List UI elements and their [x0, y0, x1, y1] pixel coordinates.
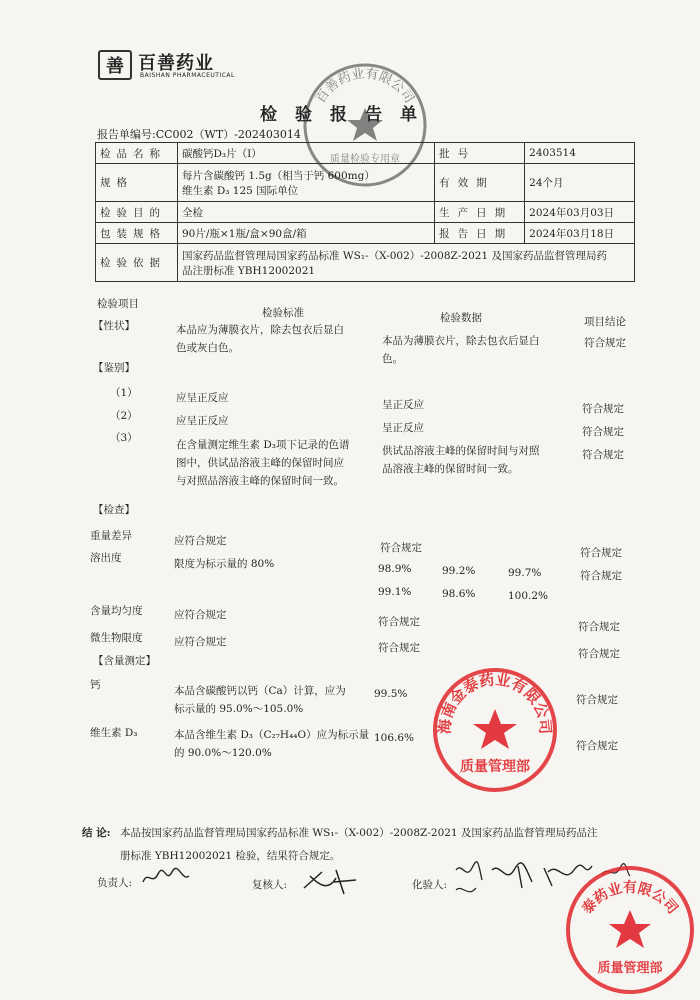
character-standard-line2: 色或灰白色。 — [176, 342, 239, 354]
section-identification: 【鉴别】 — [93, 362, 135, 374]
svg-text:质量管理部: 质量管理部 — [460, 759, 530, 775]
content-uniformity-conclusion: 符合规定 — [578, 621, 620, 633]
identification-standard-1: 应呈正反应 — [176, 392, 229, 404]
purpose-value: 全检 — [178, 202, 435, 223]
dissolution-value: 98.9% — [378, 563, 412, 575]
dissolution-value: 99.7% — [508, 567, 542, 579]
product-info-table — [95, 142, 635, 282]
weight-variation-standard: 应符合规定 — [174, 535, 227, 547]
basis-label: 检验依据 — [96, 244, 178, 282]
content-uniformity-standard: 应符合规定 — [174, 609, 227, 621]
spec-value: 每片含碳酸钙 1.5g（相当于钙 600mg） 维生素 D₃ 125 国际单位 — [178, 164, 435, 202]
company-name-cn: 百善药业 — [138, 53, 214, 74]
microbial-limit-label: 微生物限度 — [90, 632, 143, 644]
calcium-standard-line2: 标示量的 95.0%～105.0% — [174, 703, 304, 715]
weight-variation-conclusion: 符合规定 — [580, 547, 622, 559]
calcium-label: 钙 — [90, 679, 101, 691]
section-inspection: 【检查】 — [93, 504, 135, 516]
dissolution-value: 99.1% — [378, 586, 412, 598]
report-date-label: 报告日期 — [435, 223, 525, 244]
section-character: 【性状】 — [93, 320, 135, 332]
company-logo-mark: 善 — [98, 50, 132, 80]
svg-text:海南金泰药业有限公司: 海南金泰药业有限公司 — [435, 670, 555, 735]
report-number: 报告单编号:CC002（WT）-202403014 — [97, 128, 301, 141]
vitamin-d3-standard-line2: 的 90.0%～120.0% — [174, 747, 272, 759]
identification-standard-2: 应呈正反应 — [176, 415, 229, 427]
dissolution-standard: 限度为标示量的 80% — [174, 558, 275, 570]
weight-variation-data: 符合规定 — [380, 542, 422, 554]
spec-label: 规格 — [96, 164, 178, 202]
svg-text:百善药业有限公司: 百善药业有限公司 — [313, 66, 417, 107]
conclusion-label: 结 论: — [82, 827, 111, 839]
content-uniformity-data: 符合规定 — [378, 616, 420, 628]
report-date-value: 2024年03月18日 — [525, 223, 635, 244]
page-title: 检验报告单 — [260, 105, 435, 125]
quality-management-seal-red — [430, 665, 560, 795]
product-name-value: 碳酸钙D₃片（I） — [178, 143, 435, 164]
microbial-limit-data: 符合规定 — [378, 642, 420, 654]
content-uniformity-label: 含量均匀度 — [90, 605, 143, 617]
character-data-line1: 本品为薄膜衣片，除去包衣后显白 — [382, 335, 540, 347]
batch-label: 批号 — [435, 143, 525, 164]
identification-data-3-line1: 供试品溶液主峰的保留时间与对照 — [382, 445, 540, 457]
character-conclusion: 符合规定 — [584, 337, 626, 349]
purpose-label: 检验目的 — [96, 202, 178, 223]
identification-standard-3-line2: 图中，供试品溶液主峰的保留时间应 — [176, 457, 344, 469]
reviewer-label: 复核人: — [252, 879, 288, 891]
identification-conclusion-3: 符合规定 — [582, 449, 624, 461]
identification-num-3: （3） — [110, 432, 138, 444]
identification-conclusion-2: 符合规定 — [582, 426, 624, 438]
dissolution-value: 100.2% — [508, 590, 549, 602]
weight-variation-label: 重量差异 — [90, 530, 132, 542]
packaging-value: 90片/瓶×1瓶/盒×90盒/箱 — [178, 223, 435, 244]
identification-conclusion-1: 符合规定 — [582, 403, 624, 415]
column-header-item: 检验项目 — [97, 298, 139, 310]
reviewer-signature — [300, 866, 360, 898]
basis-value: 国家药品监督管理局国家药品标准 WS₁-（X-002）-2008Z-2021 及国家药品监督管理局药 品注册标准 YBH12002021 — [178, 244, 635, 282]
production-date-value: 2024年03月03日 — [525, 202, 635, 223]
svg-text:泰药业有限公司: 泰药业有限公司 — [579, 880, 681, 918]
svg-text:质量检验专用章: 质量检验专用章 — [330, 154, 400, 165]
identification-standard-3-line3: 与对照品溶液主峰的保留时间一致。 — [176, 475, 344, 487]
character-standard-line1: 本品应为薄膜衣片，除去包衣后显白 — [176, 324, 344, 336]
validity-value: 24个月 — [525, 164, 635, 202]
svg-text:质量管理部: 质量管理部 — [597, 961, 663, 976]
vitamin-d3-data: 106.6% — [374, 732, 415, 744]
dissolution-label: 溶出度 — [90, 552, 122, 564]
identification-num-1: （1） — [110, 387, 138, 399]
calcium-data: 99.5% — [374, 688, 408, 700]
dissolution-value: 98.6% — [442, 588, 476, 600]
microbial-limit-standard: 应符合规定 — [174, 636, 227, 648]
conclusion-text-line1: 本品按国家药品监督管理局国家药品标准 WS₁-（X-002）-2008Z-2021 及国家药品监督管理局药品注 — [120, 827, 598, 839]
responsible-person-label: 负责人: — [97, 877, 133, 889]
character-data-line2: 色。 — [382, 353, 403, 365]
identification-num-2: （2） — [110, 410, 138, 422]
packaging-label: 包装规格 — [96, 223, 178, 244]
responsible-person-signature — [140, 866, 192, 888]
vitamin-d3-conclusion: 符合规定 — [576, 740, 618, 752]
product-name-label: 检品名称 — [96, 143, 178, 164]
production-date-label: 生产日期 — [435, 202, 525, 223]
inspector-label: 化验人: — [412, 879, 448, 891]
company-name-en: BAISHAN PHARMACEUTICAL — [140, 72, 235, 79]
column-header-data: 检验数据 — [440, 312, 482, 324]
vitamin-d3-label: 维生素 D₃ — [90, 727, 138, 739]
dissolution-conclusion: 符合规定 — [580, 570, 622, 582]
calcium-standard-line1: 本品含碳酸钙以钙（Ca）计算，应为 — [174, 685, 346, 697]
calcium-conclusion: 符合规定 — [576, 694, 618, 706]
section-assay: 【含量测定】 — [93, 655, 156, 667]
validity-label: 有效期 — [435, 164, 525, 202]
corner-quality-seal-red — [560, 860, 700, 1000]
column-header-standard: 检验标准 — [262, 307, 304, 319]
dissolution-value: 99.2% — [442, 565, 476, 577]
batch-value: 2403514 — [525, 143, 635, 164]
column-header-conclusion: 项目结论 — [584, 316, 626, 328]
identification-data-3-line2: 品溶液主峰的保留时间一致。 — [382, 463, 519, 475]
identification-standard-3-line1: 在含量测定维生素 D₃项下记录的色谱 — [176, 439, 350, 451]
vitamin-d3-standard-line1: 本品含维生素 D₃（C₂₇H₄₄O）应为标示量 — [174, 729, 370, 741]
identification-data-2: 呈正反应 — [382, 422, 424, 434]
conclusion-text-line2: 册标准 YBH12002021 检验，结果符合规定。 — [120, 850, 341, 862]
microbial-limit-conclusion: 符合规定 — [578, 648, 620, 660]
identification-data-1: 呈正反应 — [382, 399, 424, 411]
